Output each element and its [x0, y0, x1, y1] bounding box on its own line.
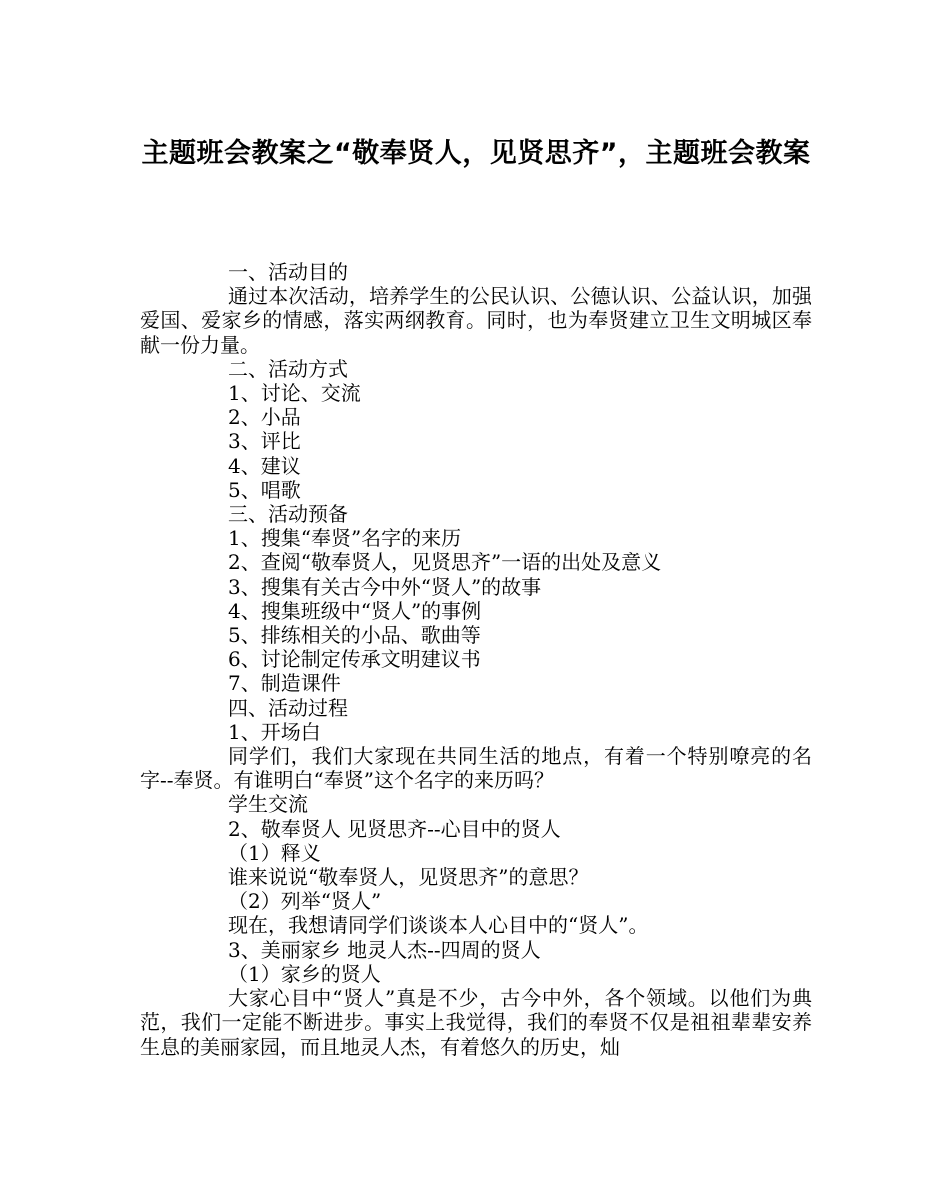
- list-item: 5、排练相关的小品、歌曲等: [228, 623, 481, 648]
- document-title: 主题班会教案之“敬奉贤人，见贤思齐”，主题班会教案: [141, 138, 811, 169]
- list-item: 5、唱歌: [228, 477, 301, 502]
- list-item: 3、搜集有关古今中外“贤人”的故事: [228, 574, 542, 599]
- text-line: 学生交流: [228, 792, 308, 817]
- list-item: 2、查阅“敬奉贤人，见贤思齐”一语的出处及意义: [228, 550, 662, 575]
- paragraph-hometown: 大家心目中“贤人”真是不少，古今中外，各个领域。以他们为典范，我们一定能不断进步。事实上我觉得，我们的奉贤不仅是祖祖辈辈安养生息的美丽家园，而且地灵人杰，有着悠久的历史，灿: [140, 986, 812, 1059]
- list-item: 4、建议: [228, 453, 301, 478]
- text-line: 谁来说说“敬奉贤人，见贤思齐”的意思？: [228, 865, 589, 890]
- subheading-sages: 2、敬奉贤人 见贤思齐--心目中的贤人: [228, 816, 561, 841]
- list-item: 3、评比: [228, 429, 301, 454]
- paragraph-purpose: 通过本次活动，培养学生的公民认识、公德认识、公益认识，加强爱国、爱家乡的情感，落实两纲教育。同时，也为奉贤建立卫生文明城区奉献一份力量。: [140, 284, 812, 357]
- subheading-opening: 1、开场白: [228, 719, 321, 744]
- text-line: 现在，我想请同学们谈谈本人心目中的“贤人”。: [228, 913, 649, 938]
- paragraph-opening: 同学们，我们大家现在共同生活的地点，有着一个特别嘹亮的名字--奉贤。有谁明白“奉贤”这个名字的来历吗？: [140, 744, 812, 793]
- document-body: [140, 260, 812, 1059]
- list-item: 4、搜集班级中“贤人”的事例: [228, 598, 482, 623]
- section-heading-process: 四、活动过程: [228, 695, 348, 720]
- subheading-explanation: （1）释义: [228, 840, 321, 865]
- subheading-hometown: 3、美丽家乡 地灵人杰--四周的贤人: [228, 937, 541, 962]
- list-item: 1、讨论、交流: [228, 381, 361, 406]
- list-item: 6、讨论制定传承文明建议书: [228, 647, 481, 672]
- subheading-list-sages: （2）列举“贤人”: [228, 889, 382, 914]
- subheading-hometown-sages: （1）家乡的贤人: [228, 961, 381, 986]
- section-heading-method: 二、活动方式: [228, 356, 348, 381]
- section-heading-purpose: 一、活动目的: [228, 260, 348, 284]
- section-heading-preparation: 三、活动预备: [228, 502, 348, 527]
- list-item: 2、小品: [228, 405, 301, 430]
- list-item: 1、搜集“奉贤”名字的来历: [228, 526, 462, 551]
- list-item: 7、制造课件: [228, 671, 341, 696]
